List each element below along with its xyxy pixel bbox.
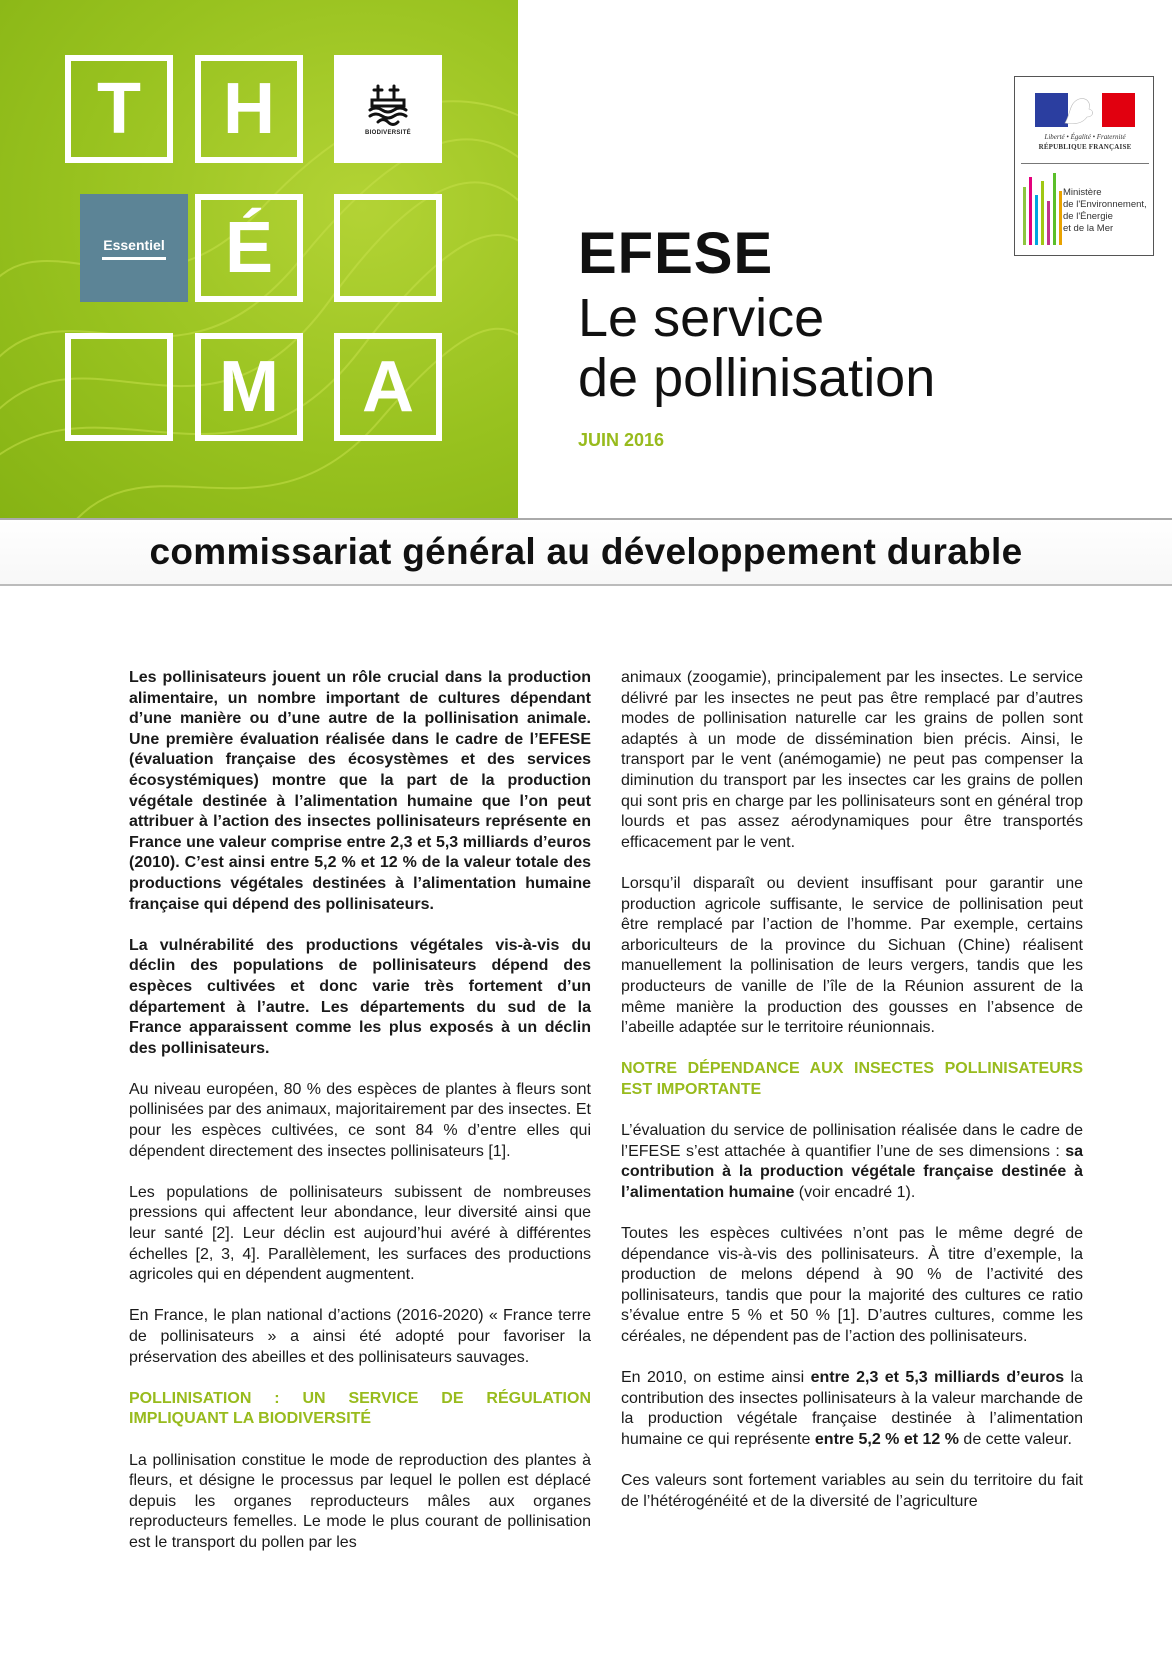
thema-letter-h: H: [195, 55, 303, 163]
document-subtitle: [578, 288, 998, 408]
body-paragraph: Ces valeurs sont fortement variables au sein du territoire du fait de l’hétérogénéité et de la diversité de l’agriculture: [621, 1472, 1083, 1510]
ministry-name-line: et de la Mer: [1063, 223, 1114, 234]
biodiversity-label: BIODIVERSITÉ: [365, 130, 411, 136]
document-title: EFESE: [578, 221, 774, 286]
ministry-stripes-icon: [1021, 171, 1063, 247]
thema-letter-t: T: [65, 55, 173, 163]
essentiel-label: Essentiel: [103, 236, 165, 253]
text-run: la contribution des insectes pollinisateurs à la valeur marchande de la production végétale française destinée à l’alimentation humaine ce qui représente: [621, 1369, 1084, 1448]
text-run: L’évaluation du service de pollinisation réalisée dans le cadre de l’EFESE s’est attachée à quantifier l’une de ses dimensions :: [621, 1122, 1083, 1160]
essentiel-badge: [80, 194, 188, 302]
logo-separator: [1021, 163, 1149, 164]
thema-empty-box: [65, 333, 173, 441]
emphasis-text: entre 2,3 et 5,3 milliards d’euros: [810, 1369, 1065, 1387]
intro-paragraph: Les pollinisateurs jouent un rôle crucial dans la production alimentaire, un nombre important de cultures dépendant d’une manière ou d’une autre de la pollinisation animale. Une première évaluation réalisée dans le cadre de l’EFESE (évaluation française des écosystèmes et des services écosystémiques) montre que la part de la production végétale destinée à l’alimentation humaine que l’on peut attribuer à l’action des insectes pollinisateurs représente en France une valeur comprise entre 2,3 et 5,3 milliards d’euros (2010). C’est ainsi entre 5,2 % et 12 % de la valeur totale des productions végétales destinées à l’alimentation humaine française qui dépend des pollinisateurs.: [129, 669, 591, 913]
body-paragraph: [621, 1368, 1083, 1450]
title-block: [578, 221, 998, 451]
subtitle-line-2: de pollinisation: [578, 348, 936, 408]
republic-name: RÉPUBLIQUE FRANÇAISE: [1038, 143, 1132, 151]
thema-letter-e: É: [195, 194, 303, 302]
ministry-name-line: de l'Environnement,: [1063, 199, 1147, 210]
marianne-flag-icon: [1035, 93, 1135, 127]
body-paragraph: Au niveau européen, 80 % des espèces de plantes à fleurs sont pollinisées par des animaux, majoritairement par des insectes. Et pour les espèces cultivées, ce sont 84 % d’entre elles qui dépendent directement des insectes pollinisateurs [1].: [129, 1080, 591, 1160]
body-paragraph: En France, le plan national d’actions (2016-2020) « France terre de pollinisateurs » a ainsi été adopté pour favoriser la préservation des abeilles et des pollinisateurs sauvages.: [129, 1307, 591, 1366]
organization-banner: [0, 518, 1172, 586]
text-run: (voir encadré 1).: [794, 1183, 916, 1201]
body-paragraph: animaux (zoogamie), principalement par les insectes. Le service délivré par les insectes ne peut pas être remplacé par d’autres modes de pollinisation naturelle car les grains de pollen sont adaptés à un mode de dissémination bien précis. Ainsi, le transport par le vent (anémogamie) ne peut pas compenser la diminution du transport par les insectes car les grains de pollen qui sont pris en charge par les pollinisateurs sont en général trop lourds et pas assez aérodynamiques pour être transportés efficacement par le vent.: [621, 669, 1083, 851]
text-run: En 2010, on estime ainsi: [621, 1369, 811, 1387]
body-paragraph: La pollinisation constitue le mode de reproduction des plantes à fleurs, et désigne le processus par lequel le pollen est déplacé depuis les organes reproducteurs mâles aux organes reproducteurs femelles. Le mode le plus courant de pollinisation est le transport du pollen par les: [129, 1451, 591, 1551]
ministry-name-line: de l'Énergie: [1063, 211, 1113, 222]
body-paragraph: Toutes les espèces cultivées n’ont pas le même degré de dépendance vis-à-vis des pollinisateurs. À titre d’exemple, la production de melons dépend à 90 % de l’activité des pollinisateurs, tandis que pour la majorité des cultures ce ratio s’évalue entre 5 % et 50 % [1]. D’autres cultures, comme les céréales, ne dépendent pas de l’action des pollinisateurs.: [621, 1225, 1083, 1345]
ministry-logo: [1014, 76, 1154, 256]
body-paragraph: Les populations de pollinisateurs subissent de nombreuses pressions qui affectent leur abondance, leur diversité ainsi que leur santé [2]. Leur déclin est aujourd’hui avéré à différentes échelles [2, 3, 4]. Parallèlement, les surfaces des productions agricoles qui en dépendent augmentent.: [129, 1183, 591, 1284]
text-run: de cette valeur.: [958, 1430, 1072, 1448]
thema-empty-box: [334, 194, 442, 302]
emphasis-text: entre 5,2 % et 12 %: [814, 1430, 959, 1448]
ministry-name: [1063, 187, 1153, 235]
biodiversity-logo-box: [334, 55, 442, 163]
publication-date: JUIN 2016: [578, 430, 665, 450]
body-paragraph: [621, 1121, 1083, 1203]
right-column: [621, 668, 1083, 1533]
thema-letter-a: A: [334, 333, 442, 441]
republic-motto: Liberté • Égalité • Fraternité: [1044, 133, 1126, 141]
ministry-name-line: Ministère: [1063, 187, 1102, 198]
essentiel-underline: [102, 257, 166, 260]
thema-header-panel: [0, 0, 518, 518]
body-paragraph: Lorsqu’il disparaît ou devient insuffisant pour garantir une production agricole suffisante, le service de pollinisation peut être remplacé par l’action de l’homme. Par exemple, certains arboriculteurs de la province du Sichuan (Chine) réalisent manuellement la pollinisation de leurs vergers, tandis que les producteurs de vanille de l’île de la Réunion assurent de la même manière la production des gousses en l’absence de l’abeille adaptée sur le territoire réunionnais.: [621, 874, 1083, 1037]
section-heading: NOTRE DÉPENDANCE AUX INSECTES POLLINISATEURS EST IMPORTANTE: [621, 1060, 1083, 1098]
biodiversity-icon: [364, 82, 412, 128]
thema-letter-m: M: [195, 333, 303, 441]
intro-paragraph: La vulnérabilité des productions végétales vis-à-vis du déclin des populations de pollinisateurs dépend des espèces cultivées et donc varie très fortement d’un département à l’autre. Les départements du sud de la France apparaissent comme les plus exposés à un déclin des pollinisateurs.: [129, 936, 591, 1057]
subtitle-line-1: Le service: [578, 288, 825, 348]
left-column: [129, 668, 591, 1574]
emphasis-text: sa contribution à la production végétale française destinée à l’alimentation humaine: [621, 1142, 1083, 1201]
section-heading: POLLINISATION : UN SERVICE DE RÉGULATION IMPLIQUANT LA BIODIVERSITÉ: [129, 1389, 591, 1428]
organization-name: commissariat général au développement durable: [149, 531, 1023, 572]
